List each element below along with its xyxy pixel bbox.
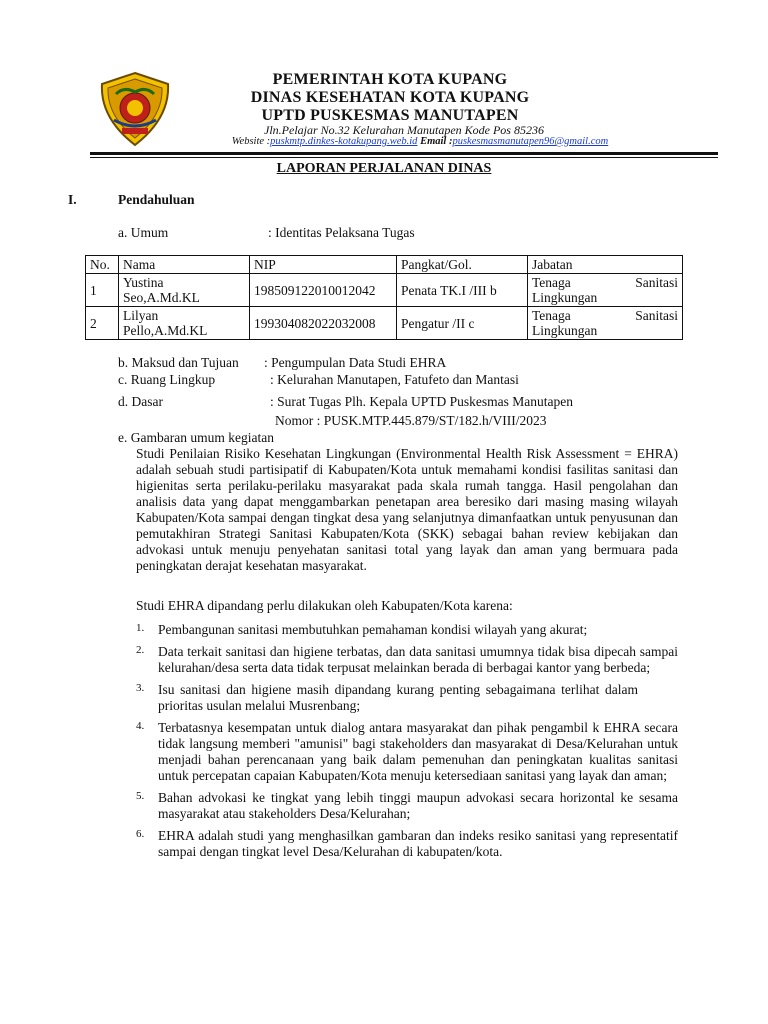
th-jabatan: Jabatan bbox=[528, 256, 683, 274]
list-number: 4. bbox=[136, 720, 145, 732]
list-text: Data terkait sanitasi dan higiene terbatas, dan data sanitasi umumnya tidak bisa dipecah sampai kelurahan/desa serta data tidak terpusat melainkan berada di berbagai kantor yang berbeda; bbox=[158, 644, 678, 675]
cell-nip: 198509122010012042 bbox=[250, 274, 397, 307]
gambaran-paragraph: Studi Penilaian Risiko Kesehatan Lingkungan (Environmental Health Risk Assessment = EHRA) adalah sebuah studi partisipatif di Kabupaten/Kota untuk memahami kondisi fasilitas sanitasi dan higienitas serta perilaku-perilaku masyarakat pada skala rumah tangga. Hasil pengolahan dan analisis data yang dapat menggambarkan penetapan area beresiko dari masing masing wilayah Kabupaten/Kota sampai dengan tingkat desa yang selanjutnya dimanfaatkan untuk penyusunan dan pemutakhiran Strategi Sanitasi Kabupaten/Kota (SKK) sebagai bahan review kebijakan dan advokasi untuk menuju penyehatan sanitasi total yang layak dan aman yang bermuara pada peningkatan derajat kesehatan masyarakat. bbox=[136, 446, 678, 573]
header-department: DINAS KESEHATAN KOTA KUPANG bbox=[250, 89, 530, 106]
list-text: EHRA adalah studi yang menghasilkan gambaran dan indeks resiko sanitasi yang representatif sampai dengan tingkat level Desa/Kelurahan di kabupaten/kota. bbox=[158, 828, 678, 859]
header-rule-thick bbox=[90, 152, 718, 155]
th-nip: NIP bbox=[250, 256, 397, 274]
dasar-nomor: Nomor : PUSK.MTP.445.879/ST/182.h/VIII/2023 bbox=[275, 413, 547, 428]
maksud-value: : Pengumpulan Data Studi EHRA bbox=[264, 355, 447, 370]
list-item bbox=[136, 790, 678, 822]
list-number: 1. bbox=[136, 622, 145, 634]
cell-pangkat: Penata TK.I /III b bbox=[397, 274, 528, 307]
ruang-label: c. Ruang Lingkup bbox=[118, 372, 216, 387]
nama-line: Seo,A.Md.KL bbox=[123, 290, 200, 305]
cell-nama bbox=[119, 274, 250, 307]
email-link[interactable]: puskesmasmanutapen96@gmail.com bbox=[452, 136, 609, 147]
table-header-row bbox=[86, 256, 683, 274]
nama-line: Pello,A.Md.KL bbox=[123, 323, 208, 338]
cell-nip: 199304082022032008 bbox=[250, 307, 397, 340]
th-no: No. bbox=[86, 256, 119, 274]
list-number: 5. bbox=[136, 790, 145, 802]
table-row bbox=[86, 307, 683, 340]
list-text: Isu sanitasi dan higiene masih dipandang kurang penting sebagaimana terlihat dalam prioritas usulan melalui Musrenbang; bbox=[158, 682, 638, 713]
jabatan-line: Lingkungan bbox=[532, 323, 598, 338]
jabatan-word: Tenaga bbox=[532, 275, 571, 290]
website-label: Website : bbox=[231, 136, 271, 147]
list-item bbox=[136, 644, 678, 676]
list-text: Terbatasnya kesempatan untuk dialog antara masyarakat dan pihak pengambil k EHRA secara tidak langsung memberi "amunisi" bagi stakeholders dan masyarakat di Desa/Kelurahan untuk menjadi bahan perencanaan yang baik dalam pemenuhan dan peningkatan kualitas sanitasi untuk percepatan capaian Kabupaten/Kota menuju ketersediaan sanitasi yang layak dan aman; bbox=[158, 720, 678, 783]
cell-nama bbox=[119, 307, 250, 340]
section-number: I. bbox=[68, 192, 77, 207]
ruang-value: : Kelurahan Manutapen, Fatufeto dan Mantasi bbox=[270, 372, 519, 387]
cell-no: 1 bbox=[86, 274, 119, 307]
cell-no: 2 bbox=[86, 307, 119, 340]
nama-line: Lilyan bbox=[123, 308, 159, 323]
dasar-value: : Surat Tugas Plh. Kepala UPTD Puskesmas Manutapen bbox=[270, 394, 573, 409]
header-contact bbox=[36, 136, 768, 147]
gambaran-intro: Studi EHRA dipandang perlu dilakukan oleh Kabupaten/Kota karena: bbox=[136, 598, 513, 613]
list-item bbox=[136, 682, 678, 714]
header-government: PEMERINTAH KOTA KUPANG bbox=[272, 71, 508, 88]
maksud-label: b. Maksud dan Tujuan bbox=[118, 355, 239, 370]
jabatan-line: Lingkungan bbox=[532, 290, 598, 305]
list-item bbox=[136, 622, 678, 638]
list-item bbox=[136, 828, 678, 860]
umum-label: a. Umum bbox=[118, 225, 169, 240]
cell-pangkat: Pengatur /II c bbox=[397, 307, 528, 340]
dasar-label: d. Dasar bbox=[118, 394, 163, 409]
personnel-table bbox=[85, 255, 683, 340]
jabatan-word: Sanitasi bbox=[635, 275, 678, 290]
header-address: Jln.Pelajar No.32 Kelurahan Manutapen Kode Pos 85236 bbox=[264, 123, 544, 137]
email-label: Email : bbox=[420, 136, 453, 147]
header-unit: UPTD PUSKESMAS MANUTAPEN bbox=[261, 107, 519, 124]
jabatan-word: Sanitasi bbox=[635, 308, 678, 323]
list-text: Pembangunan sanitasi membutuhkan pemahaman kondisi wilayah yang akurat; bbox=[158, 622, 588, 637]
list-text: Bahan advokasi ke tingkat yang lebih tinggi maupun advokasi secara horizontal ke sesama masyarakat atau stakeholders Desa/Kelurahan; bbox=[158, 790, 678, 821]
list-number: 6. bbox=[136, 828, 145, 840]
th-pangkat: Pangkat/Gol. bbox=[397, 256, 528, 274]
website-link[interactable]: puskmtp.dinkes-kotakupang.web.id bbox=[270, 136, 418, 147]
header-rule-thin bbox=[90, 157, 718, 158]
list-item bbox=[136, 720, 678, 784]
umum-value: : Identitas Pelaksana Tugas bbox=[268, 225, 415, 240]
cell-jabatan bbox=[528, 307, 683, 340]
th-nama: Nama bbox=[119, 256, 250, 274]
cell-jabatan bbox=[528, 274, 683, 307]
gambaran-label: e. Gambaran umum kegiatan bbox=[118, 430, 274, 445]
section-heading: Pendahuluan bbox=[118, 192, 195, 207]
jabatan-word: Tenaga bbox=[532, 308, 571, 323]
list-number: 3. bbox=[136, 682, 145, 694]
document-title: LAPORAN PERJALANAN DINAS bbox=[276, 161, 492, 176]
list-number: 2. bbox=[136, 644, 145, 656]
reasons-list bbox=[136, 622, 678, 866]
nama-line: Yustina bbox=[123, 275, 164, 290]
table-row bbox=[86, 274, 683, 307]
